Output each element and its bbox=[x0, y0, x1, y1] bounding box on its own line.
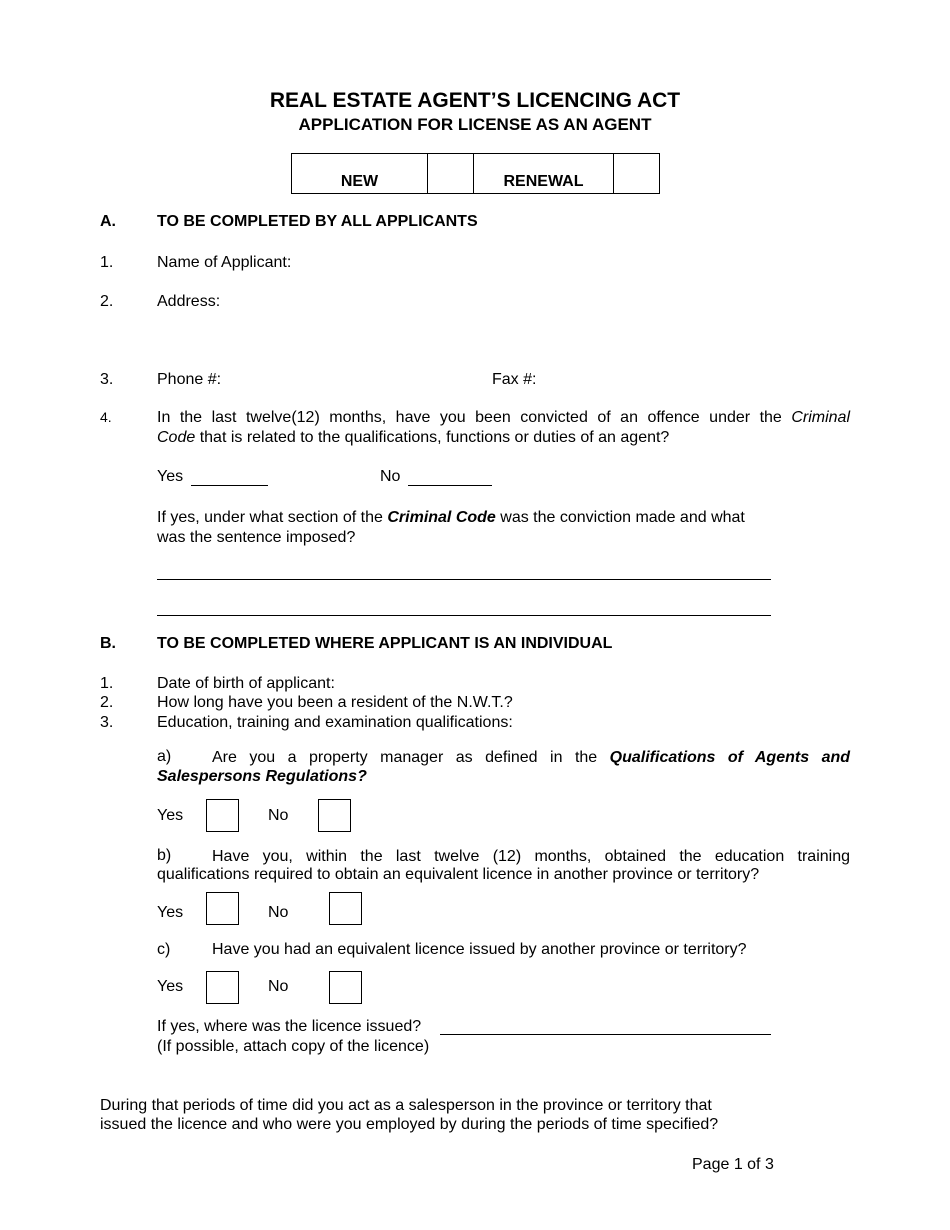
name-of-applicant-field[interactable] bbox=[310, 250, 850, 274]
question-b-letter: b) bbox=[157, 847, 172, 864]
question-c-yes-label: Yes bbox=[157, 978, 184, 995]
licence-issued-question: If yes, where was the licence issued? bbox=[157, 1018, 422, 1035]
question-b-yes-checkbox[interactable] bbox=[206, 892, 239, 925]
item-number: 3. bbox=[100, 371, 114, 388]
date-of-birth-label: Date of birth of applicant: bbox=[157, 675, 335, 692]
question-c-letter: c) bbox=[157, 941, 171, 958]
conviction-yes-line[interactable] bbox=[191, 485, 268, 486]
question-a-no-label: No bbox=[268, 807, 289, 824]
followup-text-b: was the conviction made and what bbox=[495, 509, 745, 526]
item-number: 2. bbox=[100, 293, 114, 310]
question-c-text: Have you had an equivalent licence issued by another province or territory? bbox=[212, 941, 747, 958]
question-a-line2 bbox=[157, 768, 367, 786]
renewal-checkbox[interactable] bbox=[614, 154, 660, 194]
conviction-followup bbox=[157, 508, 817, 548]
question-b-line1: Have you, within the last twelve (12) months, obtained the education training bbox=[212, 848, 850, 865]
section-a-heading: TO BE COMPLETED BY ALL APPLICANTS bbox=[157, 213, 478, 230]
renewal-label: RENEWAL bbox=[503, 173, 584, 190]
section-a-letter: A. bbox=[100, 213, 116, 230]
address-field[interactable] bbox=[232, 289, 850, 349]
form-subtitle: APPLICATION FOR LICENSE AS AN AGENT bbox=[298, 115, 652, 134]
education-label: Education, training and examination qualifications: bbox=[157, 714, 513, 731]
question-a-text: Are you a property manager as defined in the bbox=[212, 749, 610, 766]
question-b-line2: qualifications required to obtain an equivalent licence in another province or territory? bbox=[157, 866, 760, 883]
item-number: 3. bbox=[100, 714, 114, 731]
conviction-question bbox=[157, 408, 850, 448]
question-b-no-checkbox[interactable] bbox=[329, 892, 362, 925]
phone-label: Phone #: bbox=[157, 371, 222, 388]
conviction-yes-label: Yes bbox=[157, 468, 184, 485]
address-label: Address: bbox=[157, 293, 221, 310]
residency-label: How long have you been a resident of the N.W.T.? bbox=[157, 694, 513, 711]
question-c-no-checkbox[interactable] bbox=[329, 971, 362, 1004]
section-b-letter: B. bbox=[100, 635, 116, 652]
phone-field[interactable] bbox=[232, 367, 472, 391]
conviction-no-label: No bbox=[380, 468, 401, 485]
conviction-text-b: that is related to the qualifications, functions or duties of an agent? bbox=[195, 429, 670, 446]
conviction-question-line2 bbox=[157, 428, 850, 448]
question-a-letter: a) bbox=[157, 748, 172, 765]
criminal-italic: Criminal bbox=[791, 409, 850, 426]
new-label-cell bbox=[292, 154, 428, 194]
question-c-yes-checkbox[interactable] bbox=[206, 971, 239, 1004]
conviction-followup-line1 bbox=[157, 508, 817, 528]
new-checkbox[interactable] bbox=[428, 154, 474, 194]
licence-issued-line[interactable] bbox=[440, 1034, 771, 1035]
conviction-no-line[interactable] bbox=[408, 485, 492, 486]
conviction-answer-line-1[interactable] bbox=[157, 579, 771, 580]
conviction-followup-line2: was the sentence imposed? bbox=[157, 529, 356, 546]
renewal-label-cell bbox=[474, 154, 614, 194]
form-title: REAL ESTATE AGENT’S LICENCING ACT bbox=[269, 89, 681, 112]
code-italic: Code bbox=[157, 429, 196, 446]
item-number: 1. bbox=[100, 675, 114, 692]
conviction-text-a: In the last twelve(12) months, have you been convicted of an offence under the bbox=[157, 409, 792, 426]
question-a-yes-checkbox[interactable] bbox=[206, 799, 239, 832]
question-c-no-label: No bbox=[268, 978, 289, 995]
licence-copy-note: (If possible, attach copy of the licence) bbox=[157, 1038, 430, 1055]
item-number: 1. bbox=[100, 254, 114, 271]
question-a-no-checkbox[interactable] bbox=[318, 799, 351, 832]
new-label: NEW bbox=[340, 173, 379, 190]
item-number: 4. bbox=[100, 409, 112, 425]
question-a-yes-label: Yes bbox=[157, 807, 184, 824]
question-a-line1 bbox=[212, 748, 850, 768]
question-b-no-label: No bbox=[268, 904, 289, 921]
conviction-answer-line-2[interactable] bbox=[157, 615, 771, 616]
closing-question-line2: issued the licence and who were you employed by during the periods of time specified? bbox=[100, 1116, 719, 1133]
regulations-title-b: Salespersons Regulations? bbox=[157, 768, 367, 785]
regulations-title-a: Qualifications of Agents and bbox=[609, 749, 851, 766]
conviction-question-line1 bbox=[157, 408, 850, 428]
fax-label: Fax #: bbox=[492, 371, 537, 388]
section-b-heading: TO BE COMPLETED WHERE APPLICANT IS AN INDIVIDUAL bbox=[157, 635, 613, 652]
criminal-code-bold: Criminal Code bbox=[387, 509, 496, 526]
application-type-table bbox=[291, 153, 660, 194]
followup-text-a: If yes, under what section of the bbox=[157, 509, 388, 526]
question-b-yes-label: Yes bbox=[157, 904, 184, 921]
closing-question-line1: During that periods of time did you act as a salesperson in the province or territory that bbox=[100, 1097, 712, 1114]
name-of-applicant-label: Name of Applicant: bbox=[157, 254, 292, 271]
fax-field[interactable] bbox=[547, 367, 847, 391]
page-number: Page 1 of 3 bbox=[692, 1156, 774, 1173]
item-number: 2. bbox=[100, 694, 114, 711]
